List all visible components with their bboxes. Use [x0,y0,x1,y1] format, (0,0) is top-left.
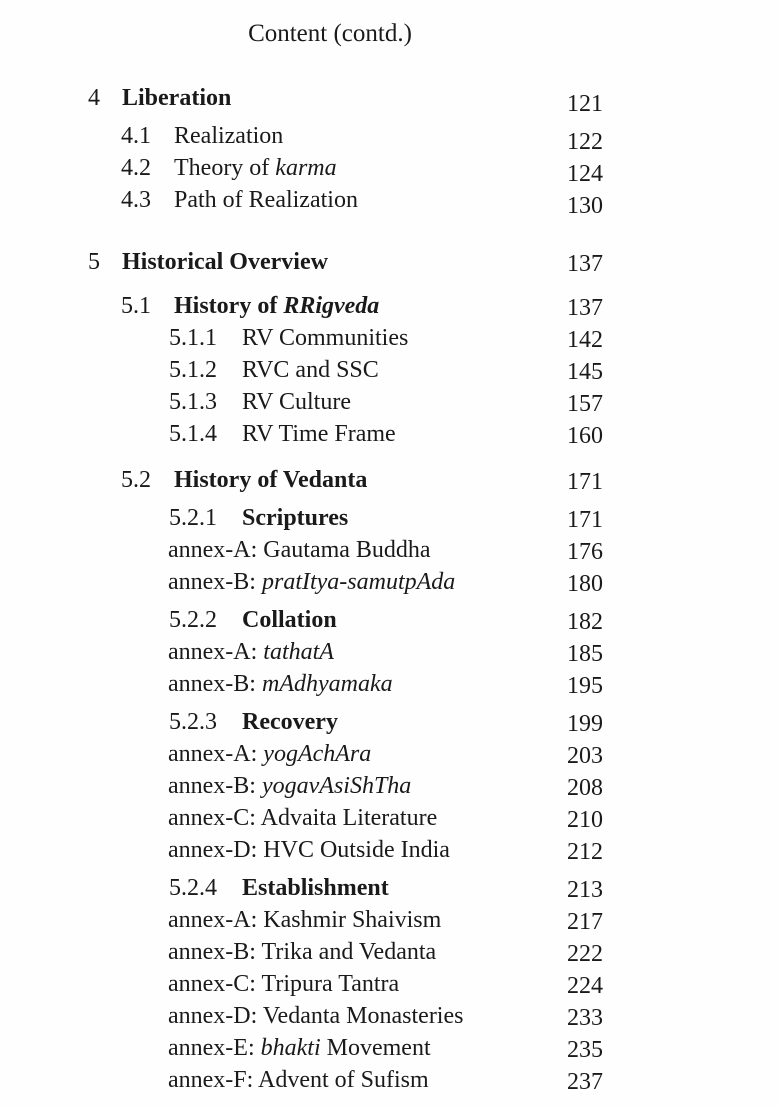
toc-entry-number: 4.3 [121,187,151,213]
toc-entry-page-number: 213 [567,877,603,903]
toc-entry [0,246,780,278]
toc-entry-title-part: annex-C: Tripura Tantra [168,971,400,997]
toc-entry-title-part: Liberation [122,85,232,111]
toc-entry-page-number: 199 [567,711,603,737]
toc-entry [0,872,780,904]
toc-entry-page-number: 235 [567,1037,603,1063]
toc-entry-page-number: 210 [567,807,603,833]
toc-entry-title [174,184,358,216]
toc-entry-page-number: 222 [567,941,603,967]
toc-entry-page-number: 224 [567,973,603,999]
toc-entry-page-number: 171 [567,507,603,533]
toc-entry-title-part: annex-A: [168,741,264,767]
toc-entry-title-part: Recovery [242,709,338,735]
toc-entry-page-number: 203 [567,743,603,769]
toc-entry-title [168,1032,431,1064]
toc-entry-title-part: tathatA [263,639,334,665]
toc-entry-page-number: 233 [567,1005,603,1031]
toc-entry-page-number: 185 [567,641,603,667]
toc-entry [0,636,780,668]
toc-entry [0,354,780,386]
toc-entry-number: 4.2 [121,155,151,181]
toc-entry-number: 4.1 [121,123,151,149]
toc-entry-title [168,968,399,1000]
toc-entry-page-number: 121 [567,91,603,117]
toc-entry [0,322,780,354]
toc-entry-title [168,1064,429,1096]
toc-entry-title [168,834,450,866]
toc-entry [0,936,780,968]
toc-entry-page-number: 137 [567,251,603,277]
toc-entry [0,82,780,117]
toc-entry [0,1000,780,1032]
toc-entry-title [168,738,371,770]
toc-entry [0,502,780,534]
toc-entry-title-part: annex-B: Trika and Vedanta [168,939,437,965]
toc-entry [0,802,780,834]
toc-entry-title-part: annex-F: Advent of Sufism [168,1067,429,1093]
toc-entry-title-part: karma [275,155,337,181]
toc-entry-title [168,802,437,834]
toc-entry [0,184,780,219]
toc-entry-page-number: 137 [567,295,603,321]
toc-entry-title-part: Path of Realization [174,187,358,213]
toc-entry [0,968,780,1000]
toc-entry-page-number: 171 [567,469,603,495]
toc-entry-page-number: 208 [567,775,603,801]
toc-entry [0,1032,780,1064]
toc-entry-title [242,604,337,636]
toc-entry-number: 5.1.3 [169,389,217,415]
toc-entry-title [242,706,338,738]
toc-entry-number: 5.2.1 [169,505,217,531]
toc-entry-page-number: 142 [567,327,603,353]
toc-entry-page-number: 160 [567,423,603,449]
toc-entry-page-number: 130 [567,193,603,219]
toc-entry [0,738,780,770]
toc-entry-page-number: 176 [567,539,603,565]
toc-entry [0,668,780,700]
toc-entry [0,386,780,418]
toc-entry-title-part: annex-D: HVC Outside India [168,837,450,863]
toc-entry-title [242,418,396,450]
toc-entry-title-part: yogAchAra [263,741,372,767]
toc-entry-title [168,668,393,700]
toc-entry-number: 5.2.4 [169,875,217,901]
toc-entry [0,904,780,936]
toc-entry-title [168,904,441,936]
toc-entry-title-part: History of Vedanta [174,467,368,493]
toc-entry [0,566,780,598]
toc-entry-page-number: 145 [567,359,603,385]
toc-entry-page-number: 182 [567,609,603,635]
toc-entry-title-part: bhakti [260,1035,321,1061]
toc-entry-title-part: RRigveda [283,293,380,319]
toc-entry-number: 5.2.3 [169,709,217,735]
toc-entry-title [242,386,351,418]
toc-entry-title [242,322,408,354]
toc-entry [0,834,780,866]
toc-entry-title-part: annex-A: Kashmir Shaivism [168,907,442,933]
toc-entry-title-part: Scriptures [242,505,349,531]
toc-entry-title-part: Theory of [174,155,276,181]
toc-entry-number: 5.2 [121,467,151,493]
toc-entry-title-part: annex-C: Advaita Literature [168,805,438,831]
toc-entry-number: 5 [88,249,100,275]
toc-entry-number: 5.1 [121,293,151,319]
toc-entry-page-number: 217 [567,909,603,935]
toc-entry-title [242,872,389,904]
toc-entry-title-part: Collation [242,607,337,633]
toc-entry [0,706,780,738]
toc-entry-page-number: 124 [567,161,603,187]
toc-entry-title-part: annex-B: [168,569,262,595]
toc-entry [0,770,780,802]
toc-entry-title-part: RV Communities [242,325,409,351]
toc-entry [0,120,780,155]
toc-entry-title-part: annex-B: [168,671,262,697]
toc-entry-title [168,770,411,802]
toc-entry-number: 5.1.1 [169,325,217,351]
toc-entry-title [168,566,455,598]
toc-entry-number: 4 [88,85,100,111]
toc-entry-number: 5.1.4 [169,421,217,447]
toc-entry-title-part: annex-A: Gautama Buddha [168,537,431,563]
toc-entry-title-part: RV Culture [242,389,351,415]
toc-entry-title-part: History of [174,293,284,319]
toc-entry-page-number: 157 [567,391,603,417]
toc-entry [0,464,780,496]
toc-entry-title [242,354,379,386]
toc-entry-title [168,1000,463,1032]
toc-entry-title-part: annex-A: [168,639,264,665]
toc-entry-page-number: 195 [567,673,603,699]
toc-entry-title-part: RV Time Frame [242,421,396,447]
toc-entry [0,290,780,322]
toc-entry-title [174,464,367,496]
toc-entry-page-number: 212 [567,839,603,865]
toc-entry-title [122,82,231,114]
toc-entry-title [174,290,379,322]
toc-entry-title [168,636,334,668]
page-title: Content (contd.) [248,20,412,47]
toc-entry-title-part: annex-E: [168,1035,261,1061]
toc-entry-number: 5.2.2 [169,607,217,633]
toc-entry-title-part: Establishment [242,875,389,901]
toc-entry [0,604,780,636]
toc-entry-title-part: RVC and SSC [242,357,379,383]
toc-entry-page-number: 122 [567,129,603,155]
toc-entry-title-part: yogavAsiShTha [261,773,412,799]
toc-entry-title-part: Movement [320,1035,431,1061]
toc-entry [0,1064,780,1096]
toc-entry-page-number: 180 [567,571,603,597]
toc-entry-title [174,152,337,184]
toc-entry [0,418,780,450]
toc-entry [0,152,780,187]
toc-entry-title-part: annex-B: [168,773,262,799]
toc-entry-title-part: Historical Overview [122,249,328,275]
toc-entry-title-part: annex-D: Vedanta Monasteries [168,1003,464,1029]
toc-entry-title-part: Realization [174,123,284,149]
toc-entry-title [174,120,283,152]
toc-entry-title [168,534,431,566]
toc-entry-title-part: pratItya-samutpAda [261,569,456,595]
toc-entry-title [168,936,436,968]
toc-entry-number: 5.1.2 [169,357,217,383]
toc-entry [0,534,780,566]
toc-entry-title [242,502,348,534]
toc-entry-title [122,246,328,278]
toc-entry-page-number: 237 [567,1069,603,1095]
toc-entry-title-part: mAdhyamaka [261,671,393,697]
